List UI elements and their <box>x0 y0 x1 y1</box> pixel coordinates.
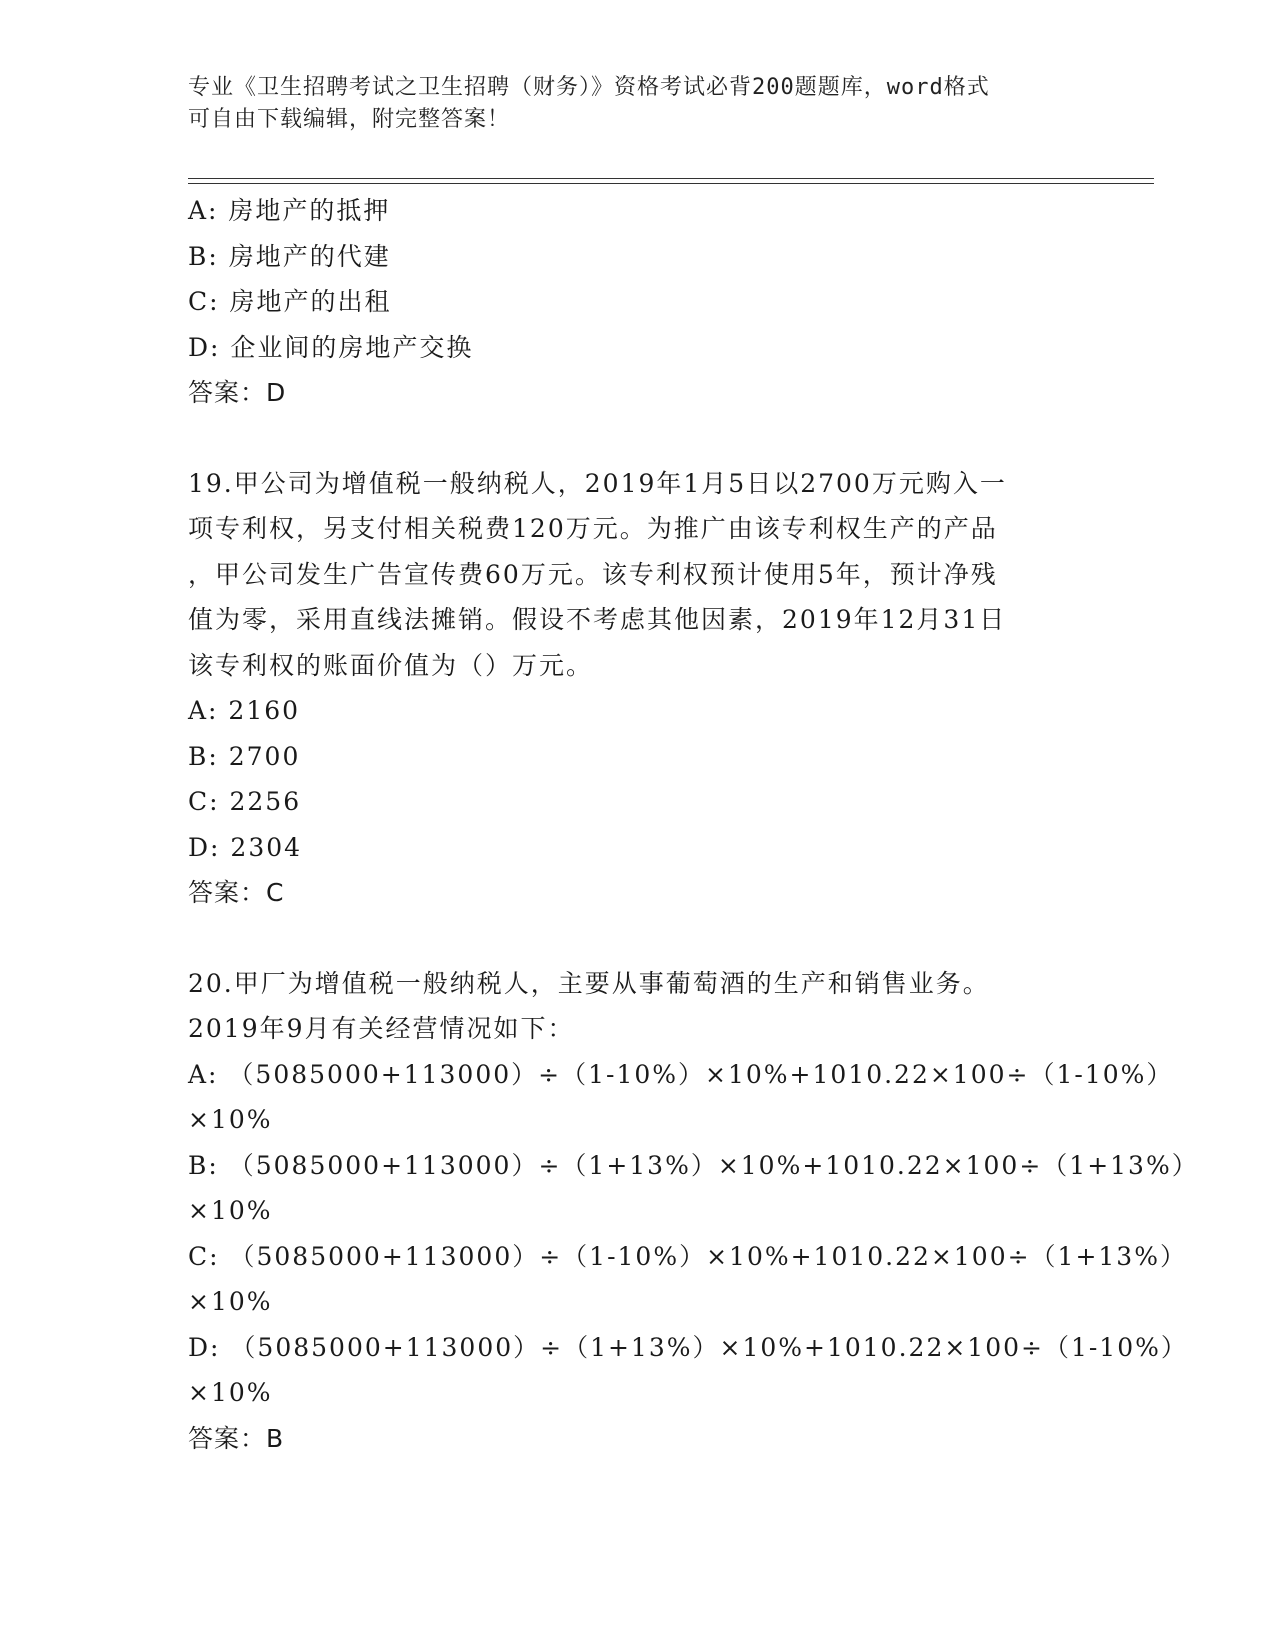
document-body <box>188 188 1199 1461</box>
header-line-2: 可自由下载编辑，附完整答案！ <box>188 107 511 132</box>
option-d: D: 2304 <box>188 832 303 862</box>
option-b: B: （5085000+113000）÷（1+13%）×10%+1010.22×100÷（1+13%） <box>188 1150 1199 1180</box>
option-a: A: 房地产的抵押 <box>188 196 391 225</box>
question-19 <box>188 461 1088 916</box>
option-c-continued: ×10% <box>188 1287 273 1316</box>
answer: 答案：C <box>188 878 285 907</box>
option-c: C: （5085000+113000）÷（1-10%）×10%+1010.22×100÷（1+13%） <box>188 1241 1187 1271</box>
document-header <box>188 72 1068 136</box>
spacer <box>188 916 1088 961</box>
spacer <box>188 416 1088 461</box>
question-text-line: 项专利权，另支付相关税费120万元。为推广由该专利权生产的产品 <box>188 514 998 543</box>
option-d-continued: ×10% <box>188 1378 273 1407</box>
question-20 <box>188 961 1199 1462</box>
option-c: C: 2256 <box>188 787 302 816</box>
option-d: D: 企业间的房地产交换 <box>188 332 474 362</box>
header-line-1: 专业《卫生招聘考试之卫生招聘（财务）》资格考试必背200题题库，word格式 <box>188 75 990 100</box>
question-text-line: 2019年9月有关经营情况如下： <box>188 1014 575 1043</box>
option-b-continued: ×10% <box>188 1196 273 1225</box>
option-a-continued: ×10% <box>188 1105 273 1134</box>
header-rule-top <box>188 178 1154 179</box>
question-text-line: 19.甲公司为增值税一般纳税人，2019年1月5日以2700万元购入一 <box>188 468 1007 498</box>
answer: 答案：B <box>188 1423 285 1453</box>
question-text-line: ，甲公司发生广告宣传费60万元。该专利权预计使用5年，预计净残 <box>188 559 998 589</box>
question-18 <box>188 188 1088 416</box>
option-b: B: 房地产的代建 <box>188 241 391 271</box>
option-a: A: （5085000+113000）÷（1-10%）×10%+1010.22×100÷（1-10%） <box>188 1059 1174 1089</box>
option-d: D: （5085000+113000）÷（1+13%）×10%+1010.22×100÷（1-10%） <box>188 1332 1188 1362</box>
option-a: A: 2160 <box>188 696 301 725</box>
option-c: C: 房地产的出租 <box>188 287 392 316</box>
question-text-line: 值为零，采用直线法摊销。假设不考虑其他因素，2019年12月31日 <box>188 605 1007 634</box>
question-text-line: 20.甲厂为增值税一般纳税人，主要从事葡萄酒的生产和销售业务。 <box>188 968 990 998</box>
header-rule-bottom <box>188 183 1154 184</box>
question-text-line: 该专利权的账面价值为（）万元。 <box>188 650 594 680</box>
option-b: B: 2700 <box>188 741 301 771</box>
answer: 答案：D <box>188 378 287 407</box>
